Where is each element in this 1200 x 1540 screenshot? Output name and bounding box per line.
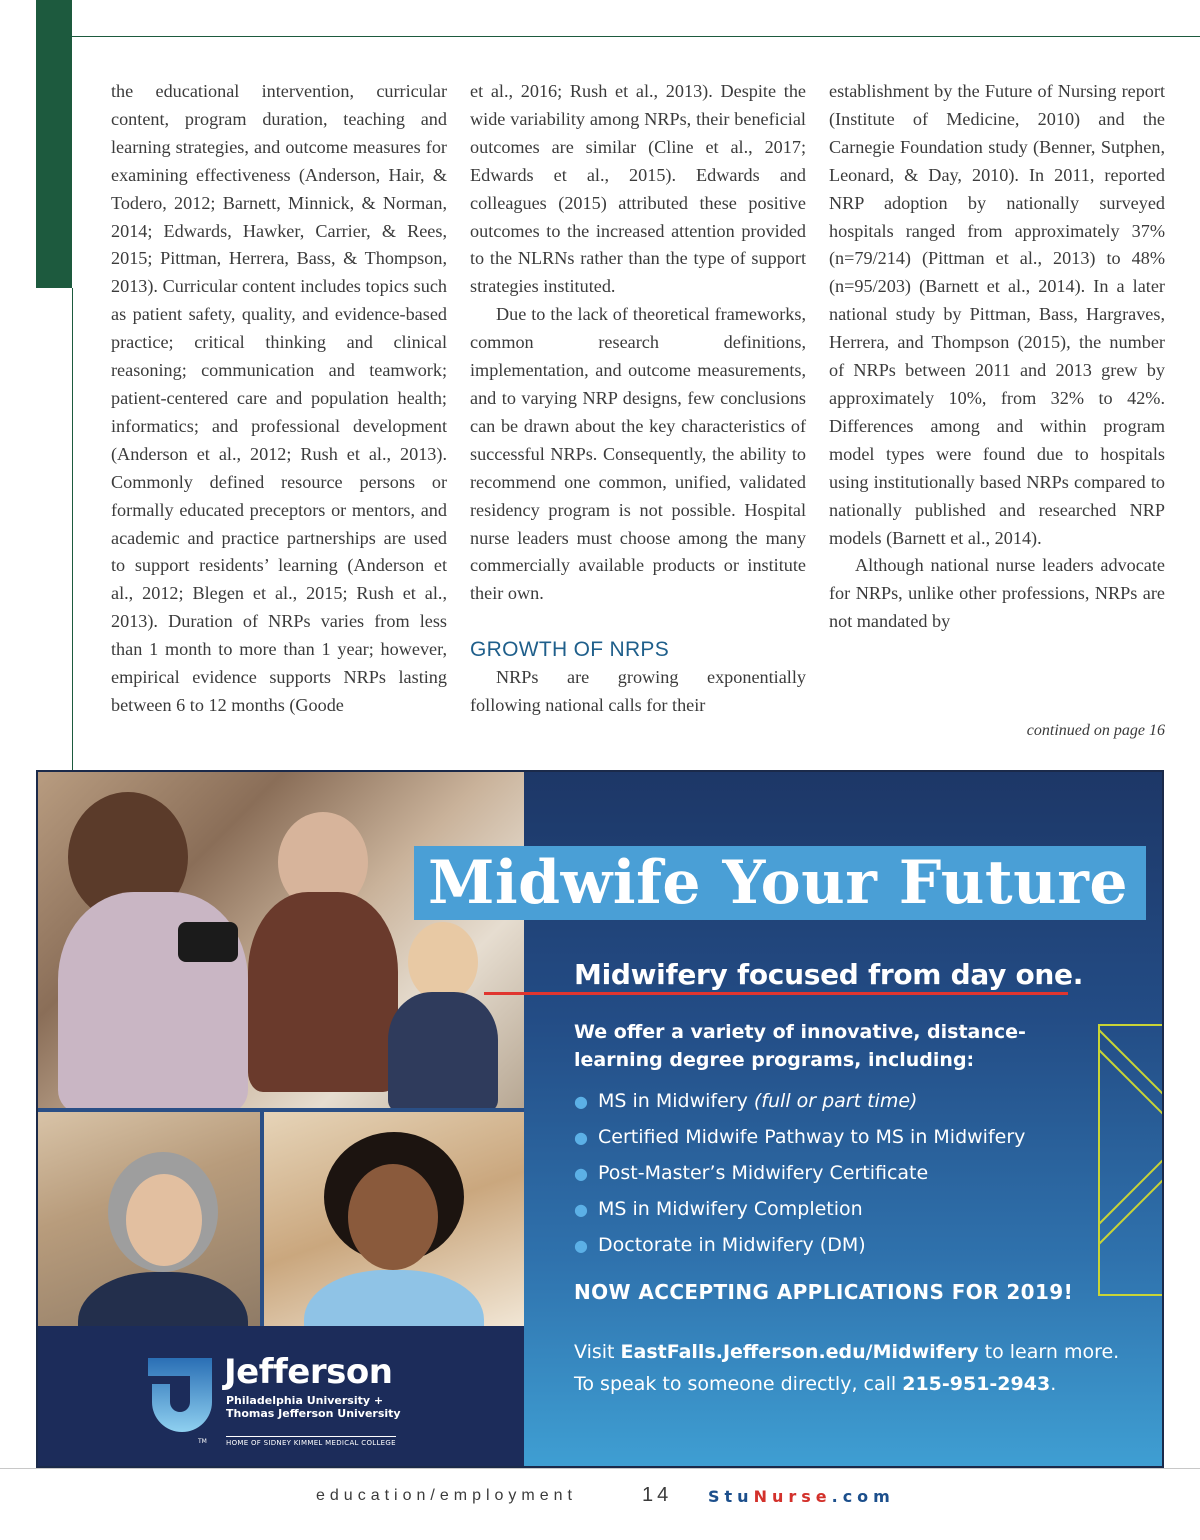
- logo-subtitle: [226, 1394, 401, 1420]
- continued-note: continued on page 16: [1026, 722, 1165, 739]
- decorative-lines-icon: [1098, 1024, 1164, 1296]
- list-item: [574, 1122, 1094, 1158]
- brand-part: .com: [831, 1487, 895, 1506]
- photo-shape: [348, 1164, 438, 1270]
- paragraph: NRPs are growing exponentially following national calls for their: [470, 667, 806, 716]
- jefferson-logo-icon: [148, 1358, 212, 1432]
- paragraph: et al., 2016; Rush et al., 2013). Despite the wide variability among NRPs, their beneficial outcomes are similar (Cline et al., 2017; Edwards et al., 2015). Edwards and colleagues (2015) attributed these positive outcomes to the increased attention provided to the NLRNs rather than the type of support strategies instituted.: [470, 81, 806, 297]
- list-item: [574, 1086, 1094, 1122]
- program-label: MS in Midwifery: [598, 1090, 748, 1112]
- footer-section: education/employment: [316, 1487, 577, 1504]
- page-number: 14: [642, 1484, 673, 1506]
- photo-shape: [304, 1270, 484, 1326]
- bullet-icon: ●: [574, 1092, 588, 1111]
- call-prefix: To speak to someone directly, call: [574, 1373, 903, 1395]
- logo-subtitle-line: Thomas Jefferson University: [226, 1407, 401, 1420]
- visit-suffix: to learn more.: [978, 1341, 1120, 1363]
- footer-brand: [708, 1487, 895, 1506]
- accent-bar: [36, 0, 72, 288]
- article-column-2: [470, 78, 806, 720]
- list-item: [574, 1158, 1094, 1194]
- trademark: TM: [198, 1438, 207, 1445]
- red-underline: [484, 992, 1068, 995]
- brand-part: Stu: [708, 1487, 754, 1506]
- bullet-icon: ●: [574, 1128, 588, 1147]
- article-column-1: [111, 78, 447, 720]
- photo-shape: [78, 1272, 248, 1326]
- list-item: [574, 1194, 1094, 1230]
- call-line: [574, 1368, 1154, 1400]
- article-column-3: [829, 78, 1165, 636]
- paragraph: the educational intervention, curricular content, program duration, teaching and learning strategies, and outcome measures for examining effectiveness (Anderson, Hair, & Todero, 2012; Barnett, Minnick, & Norman, 2014; Edwards, Hawker, Carrier, & Rees, 2015; Pittman, Herrera, Bass, & Thompson, 2013). Curricular content includes topics such as patient safety, quality, and evidence-based practice; critical thinking and clinical reasoning; communication and teamwork; patient-centered care and population health; informatics; and professional development (Anderson et al., 2012; Rush et al., 2013). Commonly defined resource persons or formally educated preceptors or mentors, and academic and practice partnerships are used to support residents’ learning (Anderson et al., 2012; Blegen et al., 2015; Rush et al., 2013). Duration of NRPs varies from less than 1 month to more than 1 year; however, empirical evidence supports NRPs lasting between 6 to 12 months (Goode: [111, 81, 447, 715]
- bullet-icon: ●: [574, 1164, 588, 1183]
- logo-name: Jefferson: [224, 1352, 393, 1392]
- paragraph: Due to the lack of theoretical frameworks, common research definitions, implementation, and outcome measurements, and to varying NRP designs, few conclusions can be drawn about the key characteristics of successful NRPs. Consequently, the ability to recommend one common, unified, validated residency program is not possible. Hospital nurse leaders must choose among the many commercially available products or institute their own.: [470, 304, 806, 604]
- paragraph: Although national nurse leaders advocate for NRPs, unlike other professions, NRPs are not mandated by: [829, 555, 1165, 632]
- program-label: MS in Midwifery Completion: [598, 1198, 863, 1220]
- program-label: Post-Master’s Midwifery Certificate: [598, 1162, 929, 1184]
- applications-banner: NOW ACCEPTING APPLICATIONS FOR 2019!: [574, 1280, 1074, 1304]
- advertisement: [36, 770, 1164, 1468]
- ad-subhead: Midwifery focused from day one.: [574, 958, 1084, 991]
- visit-line: [574, 1336, 1154, 1368]
- section-heading: GROWTH OF NRPS: [470, 638, 670, 662]
- phone-number[interactable]: 215-951-2943: [902, 1373, 1051, 1395]
- call-suffix: .: [1050, 1373, 1057, 1395]
- program-label: Certified Midwife Pathway to MS in Midwifery: [598, 1126, 1026, 1148]
- photo-shape: [388, 992, 498, 1108]
- program-list: [574, 1086, 1094, 1266]
- ad-headline: Midwife Your Future: [427, 848, 1128, 918]
- visit-prefix: Visit: [574, 1341, 621, 1363]
- ad-intro: We offer a variety of innovative, distance-learning degree programs, including:: [574, 1021, 1026, 1071]
- website-link[interactable]: EastFalls.Jefferson.edu/Midwifery: [620, 1341, 979, 1363]
- top-rule: [72, 36, 1200, 37]
- logo-tagline: HOME OF SIDNEY KIMMEL MEDICAL COLLEGE: [226, 1436, 396, 1447]
- brand-part: Nurse: [753, 1487, 832, 1506]
- photo-smiling-student: [264, 1112, 524, 1326]
- program-label: Doctorate in Midwifery (DM): [598, 1234, 866, 1256]
- bullet-icon: ●: [574, 1236, 588, 1255]
- photo-midwife-patient: [38, 772, 524, 1108]
- photo-shape: [248, 892, 398, 1092]
- program-note: (full or part time): [753, 1090, 918, 1112]
- bullet-icon: ●: [574, 1200, 588, 1219]
- footer-rule: [0, 1468, 1200, 1469]
- list-item: [574, 1230, 1094, 1266]
- left-rule: [72, 288, 73, 770]
- photo-shape: [178, 922, 238, 962]
- logo-subtitle-line: Philadelphia University +: [226, 1394, 384, 1407]
- contact-info: [574, 1336, 1154, 1400]
- photo-shape: [126, 1174, 202, 1266]
- photo-shape: [408, 922, 478, 1002]
- photo-smiling-woman: [38, 1112, 260, 1326]
- paragraph: establishment by the Future of Nursing report (Institute of Medicine, 2010) and the Carnegie Foundation study (Benner, Sutphen, Leonard, & Day, 2010). In 2011, reported NRP adoption by nationally surveyed hospitals ranged from approximately 37% (n=79/214) (Pittman et al., 2013) to 48% (n=95/203) (Barnett et al., 2014). In a later national study by Pittman, Bass, Hargraves, Herrera, and Thompson (2015), the number of NRPs between 2011 and 2013 grew by approximately 10%, from 32% to 42%. Differences among and within program model types were found due to hospitals using institutionally based NRPs compared to nationally published and researched NRP models (Barnett et al., 2014).: [829, 81, 1165, 548]
